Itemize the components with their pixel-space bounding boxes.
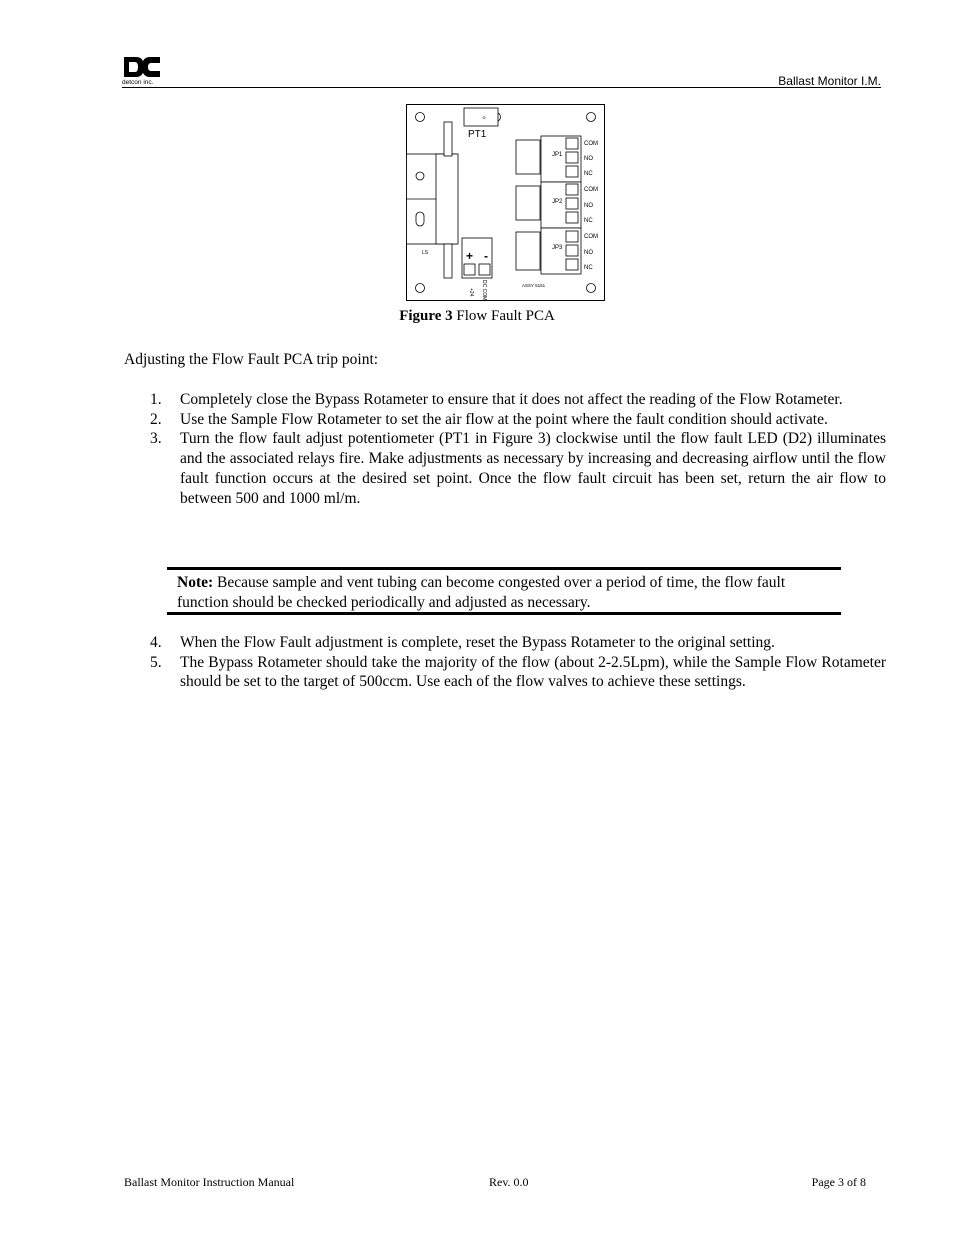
com3-label: COM: [584, 234, 598, 240]
list-item: [150, 390, 886, 410]
nc1-label: NC: [584, 171, 593, 177]
steps-list-b: [150, 633, 886, 692]
list-item: [150, 653, 886, 692]
list-item: [150, 429, 886, 508]
v24-label: +24: [468, 288, 474, 297]
list-text: Completely close the Bypass Rotameter to ensure that it does not affect the reading of the Flow Rotameter.: [180, 391, 843, 408]
intro-paragraph: Adjusting the Flow Fault PCA trip point:: [124, 351, 379, 368]
footer-page-number: Page 3 of 8: [811, 1175, 866, 1189]
figure-caption-text: Flow Fault PCA: [452, 308, 555, 324]
nc3-label: NC: [584, 265, 593, 271]
steps-list-a: [150, 390, 886, 508]
header-divider: [122, 87, 881, 88]
no2-label: NO: [584, 203, 593, 209]
list-text: Turn the flow fault adjust potentiometer (PT1 in Figure 3) clockwise until the flow fault LED (D2) illuminates and the associated relays fire. Make adjustments as necessary by increasing and decreasing airflow until the flow fault function occurs at the desired set point. Once the flow fault circuit has been set, return the air flow to between 500 and 1000 ml/m.: [180, 430, 886, 507]
list-number: 3.: [150, 430, 162, 448]
figure-caption: [0, 307, 954, 325]
logo-text: detcon inc.: [122, 79, 154, 86]
list-text: The Bypass Rotameter should take the majority of the flow (about 2-2.5Lpm), while the Sample Flow Rotameter should be set to the target of 500ccm. Use each of the flow valves to achieve these settings.: [180, 653, 886, 691]
list-number: 1.: [150, 391, 162, 408]
com1-label: COM: [584, 141, 598, 147]
footer-revision: Rev. 0.0: [489, 1175, 529, 1189]
list-text: When the Flow Fault adjustment is complete, reset the Bypass Rotameter to the original setting.: [180, 634, 775, 651]
dc-com-label: DC COM: [481, 280, 487, 301]
ls-label: LS: [422, 250, 429, 256]
plus-terminal-label: +: [466, 249, 474, 263]
list-number: 5.: [150, 653, 162, 671]
pt1-label: PT1: [468, 129, 487, 140]
list-item: [150, 410, 886, 430]
note-text: Because sample and vent tubing can become congested over a period of time, the flow fault function should be checked periodically and adjusted as necessary.: [177, 574, 786, 611]
list-item: [150, 633, 886, 653]
list-number: 2.: [150, 410, 162, 428]
note-text-block: [177, 573, 835, 612]
list-number: 4.: [150, 634, 162, 651]
jp3-label: JP3: [552, 245, 563, 251]
nc2-label: NC: [584, 218, 593, 224]
jp2-label: JP2: [552, 199, 563, 205]
note-label: Note:: [177, 574, 214, 591]
flow-fault-pca-diagram: [406, 104, 605, 301]
no3-label: NO: [584, 250, 593, 256]
assy-label: ASSY 5151: [522, 283, 546, 288]
no1-label: NO: [584, 156, 593, 162]
note-box: [167, 567, 841, 615]
header-title: Ballast Monitor I.M.: [778, 74, 881, 88]
jp1-label: JP1: [552, 152, 563, 158]
list-text: Use the Sample Flow Rotameter to set the air flow at the point where the fault condition should activate.: [180, 410, 828, 428]
footer-manual-title: Ballast Monitor Instruction Manual: [124, 1175, 295, 1189]
svg-text:⊘: ⊘: [482, 115, 486, 120]
minus-terminal-label: -: [484, 249, 488, 263]
figure-caption-label: Figure 3: [399, 308, 453, 324]
com2-label: COM: [584, 187, 598, 193]
